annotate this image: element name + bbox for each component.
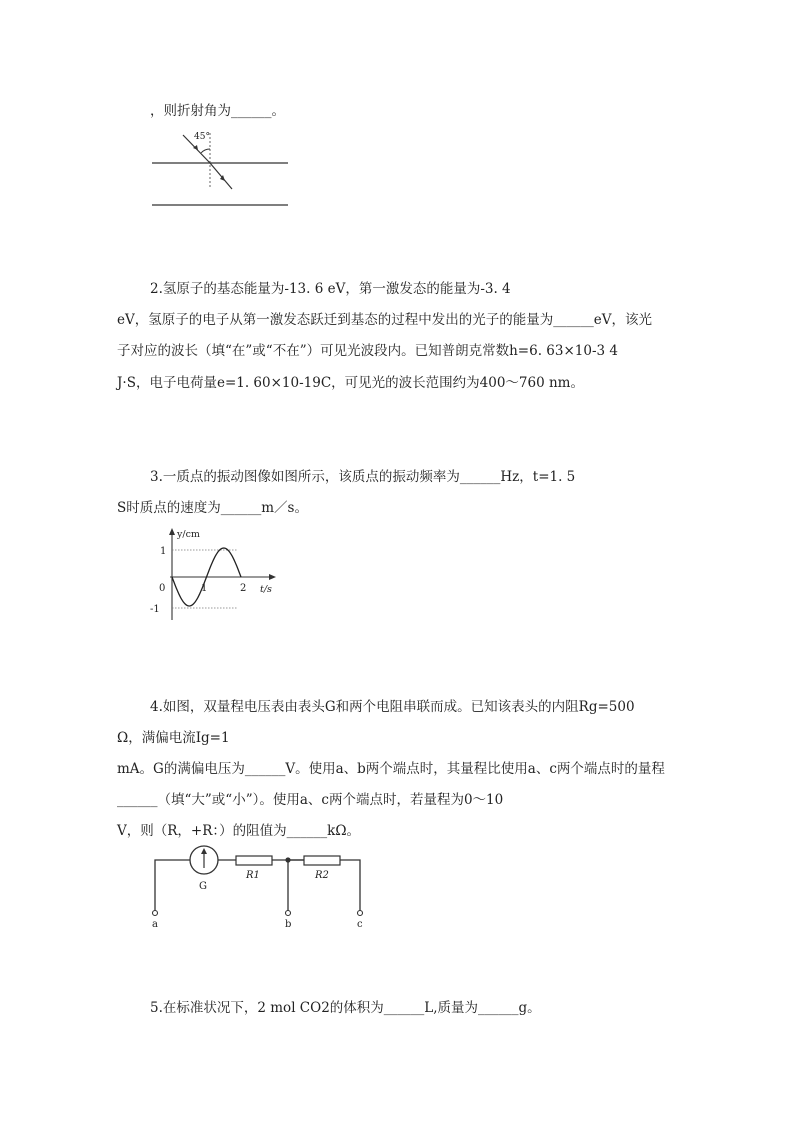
y-tick-label-min: -1 — [150, 604, 160, 615]
y-tick-label-max: 1 — [160, 546, 167, 557]
problem4-line1: 4.如图，双量程电压表由表头G和两个电阻串联而成。已知该表头的内阻Rg=500 — [150, 699, 635, 715]
x-tick-label-2: 2 — [240, 583, 247, 594]
problem2-line1: 2.氢原子的基态能量为-13. 6 eV，第一激发态的能量为-3. 4 — [150, 281, 511, 297]
problem4-line2: Ω，满偏电流Ig=1 — [117, 730, 230, 746]
problem4-line5: V，则（R，+R：）的阻值为______kΩ。 — [117, 823, 361, 839]
x-axis-arrow — [269, 574, 276, 580]
x-tick-label-1: 1 — [201, 583, 208, 594]
angle-arc — [201, 149, 210, 153]
vibration-chart — [148, 526, 278, 622]
y-axis-label: y/cm — [177, 529, 200, 540]
origin-tick-label: 0 — [159, 583, 166, 594]
terminal-b-label: b — [285, 919, 292, 930]
terminal-a-label: a — [152, 919, 158, 930]
terminal-c — [358, 911, 363, 916]
problem4-line4: ______（填“大”或“小”）。使用a、c两个端点时，若量程为0～10 — [117, 792, 504, 808]
problem2-line3: 子对应的波长（填“在”或“不在”）可见光波段内。已知普朗克常数h=6. 63×10-3 4 — [117, 343, 618, 359]
wire-c — [340, 860, 360, 911]
problem1-text: ，则折射角为______。 — [150, 103, 285, 119]
angle-label: 45° — [194, 132, 210, 142]
refracted-ray — [210, 163, 232, 189]
terminal-c-label: c — [357, 919, 363, 930]
galvanometer-label: G — [199, 881, 207, 892]
r1-label: R1 — [246, 870, 260, 881]
problem2-line2: eV，氢原子的电子从第一激发态跃迁到基态的过程中发出的光子的能量为______eV，该光 — [117, 312, 652, 328]
problem3-line2: S时质点的速度为______m／s。 — [117, 500, 308, 516]
terminal-b — [286, 911, 291, 916]
resistor-r2 — [304, 856, 340, 865]
resistor-r1 — [236, 856, 272, 865]
r2-label: R2 — [315, 870, 329, 881]
problem4-line3: mA。G的满偏电压为______V。使用a、b两个端点时，其量程比使用a、c两个端点时的量程 — [117, 761, 665, 777]
wire-a — [155, 860, 190, 911]
y-axis-arrow — [169, 528, 175, 535]
problem3-line1: 3.一质点的振动图像如图所示，该质点的振动频率为______Hz，t=1. 5 — [150, 469, 576, 485]
problem5-text: 5.在标准状况下，2 mol CO2的体积为______L,质量为______g。 — [150, 1000, 541, 1016]
refraction-figure — [150, 125, 290, 210]
terminal-a — [153, 911, 158, 916]
needle-arrow-icon — [201, 848, 207, 854]
x-axis-label: t/s — [260, 584, 272, 595]
circuit-diagram — [146, 843, 370, 933]
problem2-line4: J·S，电子电荷量e=1. 60×10-19C，可见光的波长范围约为400～760 nm。 — [117, 375, 584, 391]
